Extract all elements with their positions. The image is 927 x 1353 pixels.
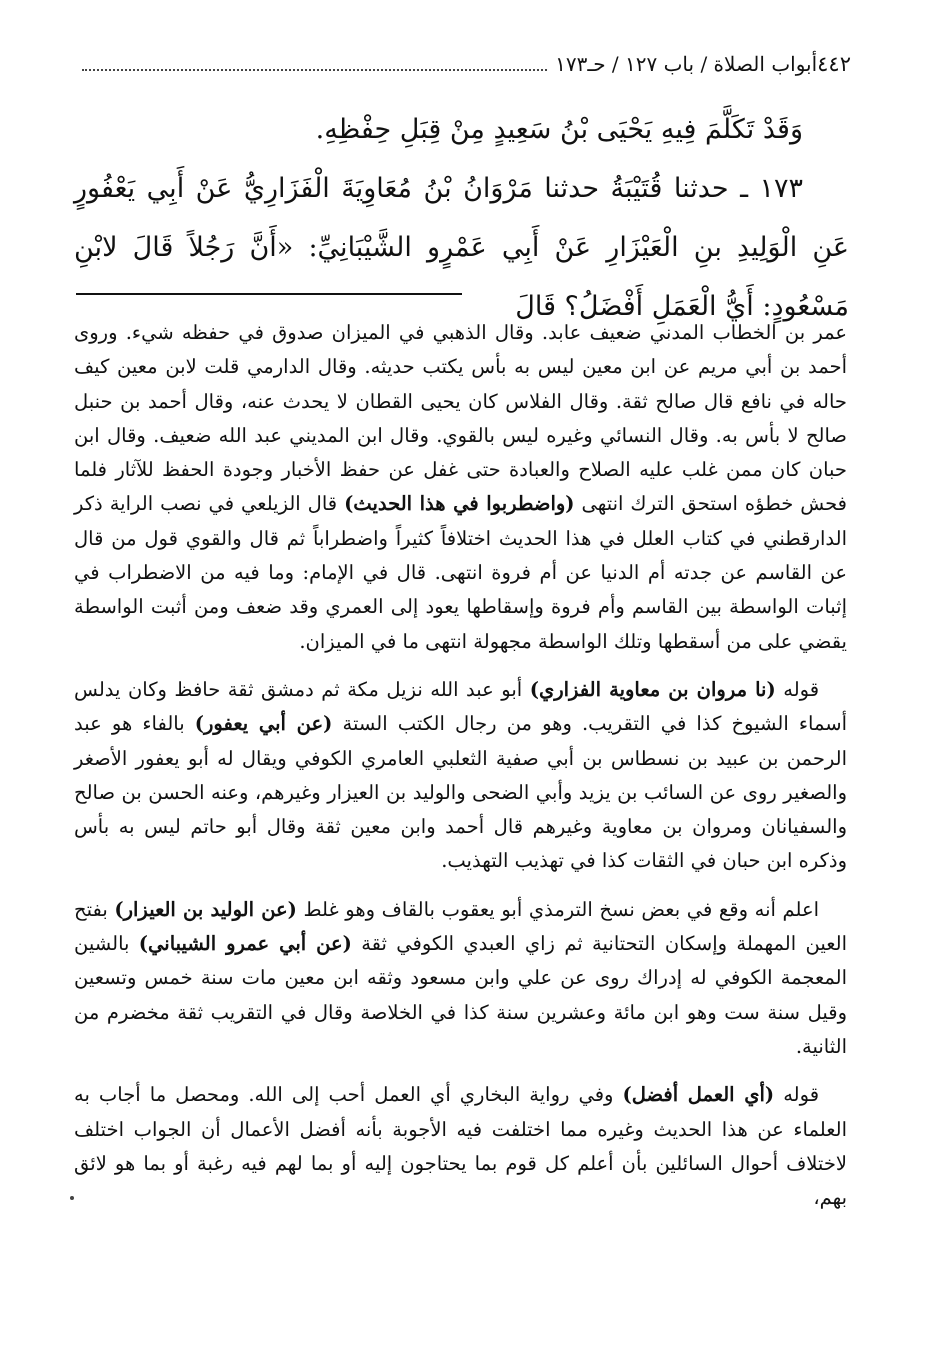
p3-bold-2: (عن أبي عمرو الشيباني)	[138, 932, 352, 956]
commentary	[74, 316, 847, 1229]
hadith-173: ١٧٣ ـ حدثنا قُتَيْبَةُ حدثنا مَرْوَانُ بْنُ مُعَاوِيَةَ الْفَزَارِيُّ عَنْ أَبِي يَعْفُورٍ عَنِ الْوَلِيدِ بنِ الْعَيْزَارِ عَنْ أَبِي عَمْرٍو الشَّيْبَانِيِّ: «أَنَّ رَجُلاً قَالَ لابْنِ مَسْعُودٍ: أَيُّ الْعَمَلِ أَفْضَلُ؟ قَالَ	[74, 173, 849, 322]
commentary-paragraph-3	[74, 893, 847, 1064]
commentary-paragraph-4	[74, 1078, 847, 1215]
page-header	[74, 52, 851, 82]
p3-mid: بفتح العين المهملة وإسكان التحتانية ثم زاي العبدي الكوفي ثقة	[74, 897, 847, 956]
footnote-divider	[76, 293, 462, 295]
p2-mid: أبو عبد الله نزيل مكة ثم دمشق ثقة حافظ وكان يدلس أسماء الشيوخ كذا في التقريب. وهو من رجال الكتب الستة	[74, 677, 848, 736]
p2-bold-2: (عن أبي يعفور)	[194, 712, 333, 736]
running-title: أبواب الصلاة / باب ١٢٧ / حـ١٧٣	[555, 52, 818, 76]
commentary-paragraph-2	[74, 673, 847, 879]
p3-rest: بالشين المعجمة الكوفي له إدراك روى عن علي وابن مسعود وثقه ابن معين مات سنة خمس وتسعين وقيل سنة ست وهو ابن مائة وعشرين سنة كذا في الخلاصة وقال في التقريب ثقة مخضرم من الثانية.	[74, 932, 847, 1058]
p3-bold-1: (عن الوليد بن العيزار)	[114, 897, 297, 921]
p2-lead: قوله	[783, 677, 820, 701]
p2-rest: بالفاء هو عبد الرحمن بن عبيد بن نسطاس بن أبي صفية الثعلبي العامري الكوفي ويقال له أبو يعفور الأصغر والصغير روى عن السائب بن يزيد وأبي الضحى والوليد بن العيزار وغيرهم، وعنه الحسن بن صالح والسفيانان ومروان بن معاوية وغيرهم قال أحمد وابن معين ثقة وقال أبو حاتم ليس به بأس وذكره ابن حبان في الثقات كذا في تهذيب التهذيب.	[74, 712, 847, 873]
commentary-paragraph-1	[74, 316, 847, 659]
p4-lead: قوله	[783, 1083, 820, 1107]
main-text	[74, 100, 849, 336]
p1-bold: (واضطربوا في هذا الحديث)	[344, 492, 575, 516]
p1-rest: قال الزيلعي في نصب الراية ذكر الدارقطني في كتاب العلل في هذا الحديث اختلافاً كثيراً واضطراباً ثم قال والقوي قول من قال عن القاسم عن جدته أم الدنيا عن أم فروة انتهى. قال في الإمام: وما فيه من الاضطراب في إثبات الواسطة بين القاسم وأم فروة وإسقاطها يعود إلى العمري وقد ضعف ومن أثبت الواسطة يقضي على من أسقطها وتلك الواسطة مجهولة انتهى ما في الميزان.	[74, 492, 847, 653]
margin-mark	[70, 1196, 74, 1200]
p3-lead: اعلم أنه وقع في بعض نسخ الترمذي أبو يعقوب بالقاف وهو غلط	[303, 897, 820, 921]
page-number: ٤٤٢	[817, 52, 851, 76]
p4-bold: (أي العمل أفضل)	[622, 1083, 775, 1107]
p2-bold-1: (نا مروان بن معاوية الفزاري)	[529, 677, 776, 701]
p1-text: عمر بن الخطاب المدني ضعيف عابد. وقال الذهبي في الميزان صدوق في حفظه شيء. وروى أحمد بن أبي مريم عن ابن معين ليس به بأس يكتب حديثه. وقال الدارمي قلت لابن معين كيف حاله في نافع قال صالح ثقة. وقال الفلاس كان يحيى القطان لا يحدث عنه، وقال أحمد بن حنبل صالح لا بأس به. وقال النسائي وغيره ليس بالقوي. وقال ابن المديني عبد الله ضعيف. وقال ابن حبان كان ممن غلب عليه الصلاح والعبادة حتى غفل عن حفظ الأخبار وجودة الحفظ للآثار فلما فحش خطؤه استحق الترك انتهى	[74, 321, 847, 516]
main-text-line-1: وَقَدْ تَكَلَّمَ فِيهِ يَحْيَى بْنُ سَعِيدٍ مِنْ قِبَلِ حِفْظِهِ.	[315, 114, 803, 145]
p4-rest: وفي رواية البخاري أي العمل أحب إلى الله. ومحصل ما أجاب به العلماء عن هذا الحديث وغيره مما اختلفت فيه الأجوبة بأنه أفضل الأعمال أن الجواب اختلف لاختلاف أحوال السائلين بأن أعلم كل قوم بما يحتاجون إليه أو بما لهم فيه رغبة أو بما هو لائق بهم،	[74, 1083, 847, 1210]
header-leader-dots	[82, 55, 547, 71]
